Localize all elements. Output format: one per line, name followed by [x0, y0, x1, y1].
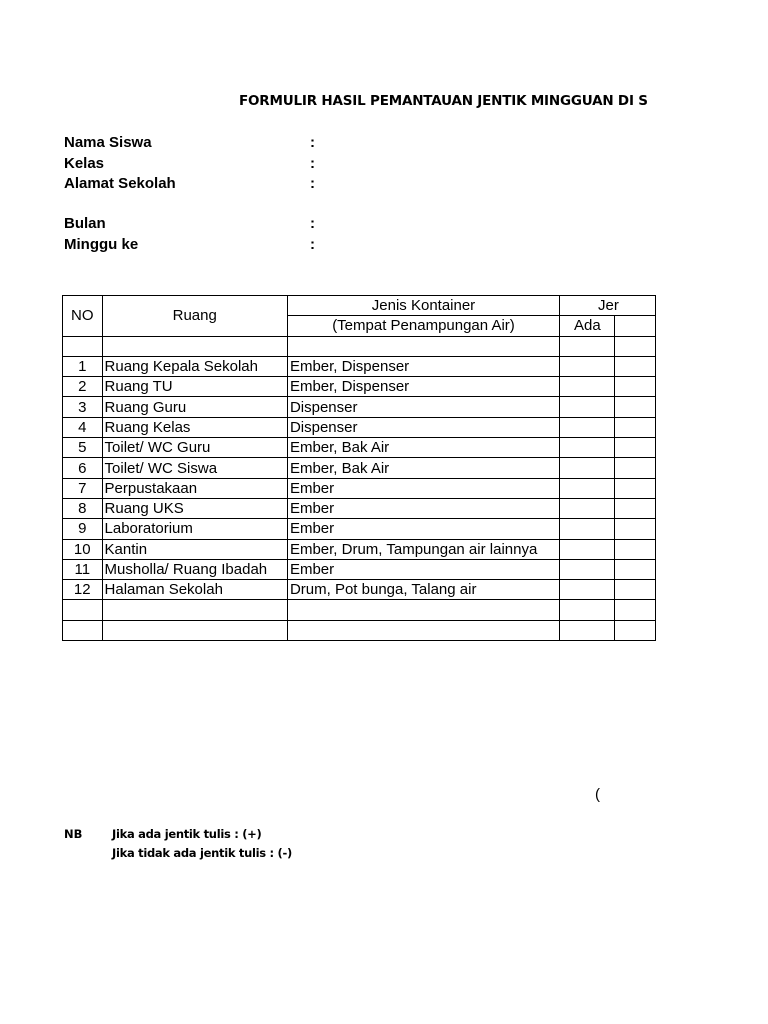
- row-kontainer: Ember: [287, 559, 559, 579]
- row-ada-cell[interactable]: [560, 580, 615, 600]
- row-ada-cell[interactable]: [560, 458, 615, 478]
- signature-paren: (: [595, 786, 600, 803]
- table-row: [63, 397, 656, 417]
- table-cell[interactable]: [102, 600, 287, 620]
- table-row: [63, 498, 656, 518]
- table-row: [63, 519, 656, 539]
- row-ada-cell[interactable]: [560, 559, 615, 579]
- row-ada-cell[interactable]: [560, 356, 615, 376]
- row-tidak-cell[interactable]: [614, 356, 655, 376]
- field-minggu-ke: [64, 236, 334, 256]
- field-kelas: [64, 155, 334, 175]
- table-row-blank: [63, 620, 656, 640]
- table-row: [63, 438, 656, 458]
- field-colon: :: [310, 236, 315, 253]
- row-kontainer: Ember, Bak Air: [287, 458, 559, 478]
- table-cell[interactable]: [287, 600, 559, 620]
- table-cell[interactable]: [614, 600, 655, 620]
- row-tidak-cell[interactable]: [614, 559, 655, 579]
- row-no: 11: [63, 559, 103, 579]
- row-tidak-cell[interactable]: [614, 417, 655, 437]
- row-kontainer: Ember: [287, 519, 559, 539]
- row-no: 6: [63, 458, 103, 478]
- header-tempat-penampungan: (Tempat Penampungan Air): [287, 316, 559, 336]
- row-no: 8: [63, 498, 103, 518]
- table-row: [63, 478, 656, 498]
- header-jenis-kontainer: Jenis Kontainer: [287, 296, 559, 316]
- table-cell[interactable]: [63, 600, 103, 620]
- row-tidak-cell[interactable]: [614, 438, 655, 458]
- row-ruang: Laboratorium: [102, 519, 287, 539]
- header-ada: Ada: [560, 316, 615, 336]
- table-cell[interactable]: [560, 620, 615, 640]
- row-no: 9: [63, 519, 103, 539]
- nb-label: NB: [64, 827, 83, 841]
- row-no: 5: [63, 438, 103, 458]
- row-no: 12: [63, 580, 103, 600]
- row-ruang: Ruang Kepala Sekolah: [102, 356, 287, 376]
- field-label: Minggu ke: [64, 236, 139, 253]
- table-row: [63, 539, 656, 559]
- table-cell[interactable]: [287, 336, 559, 356]
- row-no: 4: [63, 417, 103, 437]
- row-ruang: Ruang Kelas: [102, 417, 287, 437]
- row-ada-cell[interactable]: [560, 438, 615, 458]
- row-kontainer: Dispenser: [287, 397, 559, 417]
- nb-line-negative: Jika tidak ada jentik tulis : (-): [112, 846, 292, 860]
- field-label: Kelas: [64, 155, 105, 172]
- row-no: 2: [63, 377, 103, 397]
- row-ada-cell[interactable]: [560, 377, 615, 397]
- row-kontainer: Ember, Dispenser: [287, 356, 559, 376]
- row-kontainer: Dispenser: [287, 417, 559, 437]
- table-header-row: [63, 296, 656, 316]
- row-ruang: Kantin: [102, 539, 287, 559]
- row-kontainer: Ember: [287, 478, 559, 498]
- table-cell[interactable]: [614, 336, 655, 356]
- row-ruang: Halaman Sekolah: [102, 580, 287, 600]
- header-no: NO: [63, 296, 103, 337]
- row-ruang: Toilet/ WC Siswa: [102, 458, 287, 478]
- table-cell[interactable]: [287, 620, 559, 640]
- field-nama-siswa: [64, 134, 334, 154]
- row-tidak-cell[interactable]: [614, 519, 655, 539]
- row-ada-cell[interactable]: [560, 478, 615, 498]
- field-label: Alamat Sekolah: [64, 175, 176, 192]
- row-ada-cell[interactable]: [560, 397, 615, 417]
- row-ruang: Perpustakaan: [102, 478, 287, 498]
- row-no: 3: [63, 397, 103, 417]
- table-row: [63, 356, 656, 376]
- row-ada-cell[interactable]: [560, 417, 615, 437]
- row-kontainer: Ember: [287, 498, 559, 518]
- monitoring-table: [62, 295, 656, 641]
- table-row: [63, 580, 656, 600]
- row-ruang: Ruang TU: [102, 377, 287, 397]
- field-bulan: [64, 215, 334, 235]
- table-cell[interactable]: [560, 336, 615, 356]
- row-ruang: Musholla/ Ruang Ibadah: [102, 559, 287, 579]
- field-colon: :: [310, 175, 315, 192]
- table-cell[interactable]: [614, 620, 655, 640]
- table-cell[interactable]: [63, 336, 103, 356]
- table-cell[interactable]: [102, 620, 287, 640]
- table-row: [63, 559, 656, 579]
- table-cell[interactable]: [102, 336, 287, 356]
- row-ruang: Toilet/ WC Guru: [102, 438, 287, 458]
- form-title: FORMULIR HASIL PEMANTAUAN JENTIK MINGGUAN DI S: [239, 93, 648, 109]
- row-ada-cell[interactable]: [560, 539, 615, 559]
- row-tidak-cell[interactable]: [614, 498, 655, 518]
- table-row: [63, 417, 656, 437]
- row-ruang: Ruang Guru: [102, 397, 287, 417]
- table-cell[interactable]: [560, 600, 615, 620]
- row-tidak-cell[interactable]: [614, 377, 655, 397]
- row-ada-cell[interactable]: [560, 519, 615, 539]
- row-no: 1: [63, 356, 103, 376]
- header-cell-empty: [614, 316, 655, 336]
- table-row-blank: [63, 600, 656, 620]
- row-tidak-cell[interactable]: [614, 397, 655, 417]
- field-label: Nama Siswa: [64, 134, 152, 151]
- table-cell[interactable]: [63, 620, 103, 640]
- row-ada-cell[interactable]: [560, 498, 615, 518]
- field-label: Bulan: [64, 215, 106, 232]
- nb-line-positive: Jika ada jentik tulis : (+): [112, 827, 262, 841]
- row-tidak-cell[interactable]: [614, 478, 655, 498]
- table-row-blank: [63, 336, 656, 356]
- header-jentik: Jer: [560, 296, 656, 316]
- row-no: 7: [63, 478, 103, 498]
- row-tidak-cell[interactable]: [614, 580, 655, 600]
- row-tidak-cell[interactable]: [614, 458, 655, 478]
- row-kontainer: Ember, Bak Air: [287, 438, 559, 458]
- field-colon: :: [310, 215, 315, 232]
- table-row: [63, 458, 656, 478]
- header-ruang: Ruang: [102, 296, 287, 337]
- row-no: 10: [63, 539, 103, 559]
- field-colon: :: [310, 134, 315, 151]
- row-kontainer: Ember, Dispenser: [287, 377, 559, 397]
- row-tidak-cell[interactable]: [614, 539, 655, 559]
- field-alamat-sekolah: [64, 175, 334, 195]
- table-row: [63, 377, 656, 397]
- row-kontainer: Ember, Drum, Tampungan air lainnya: [287, 539, 559, 559]
- row-ruang: Ruang UKS: [102, 498, 287, 518]
- row-kontainer: Drum, Pot bunga, Talang air: [287, 580, 559, 600]
- field-colon: :: [310, 155, 315, 172]
